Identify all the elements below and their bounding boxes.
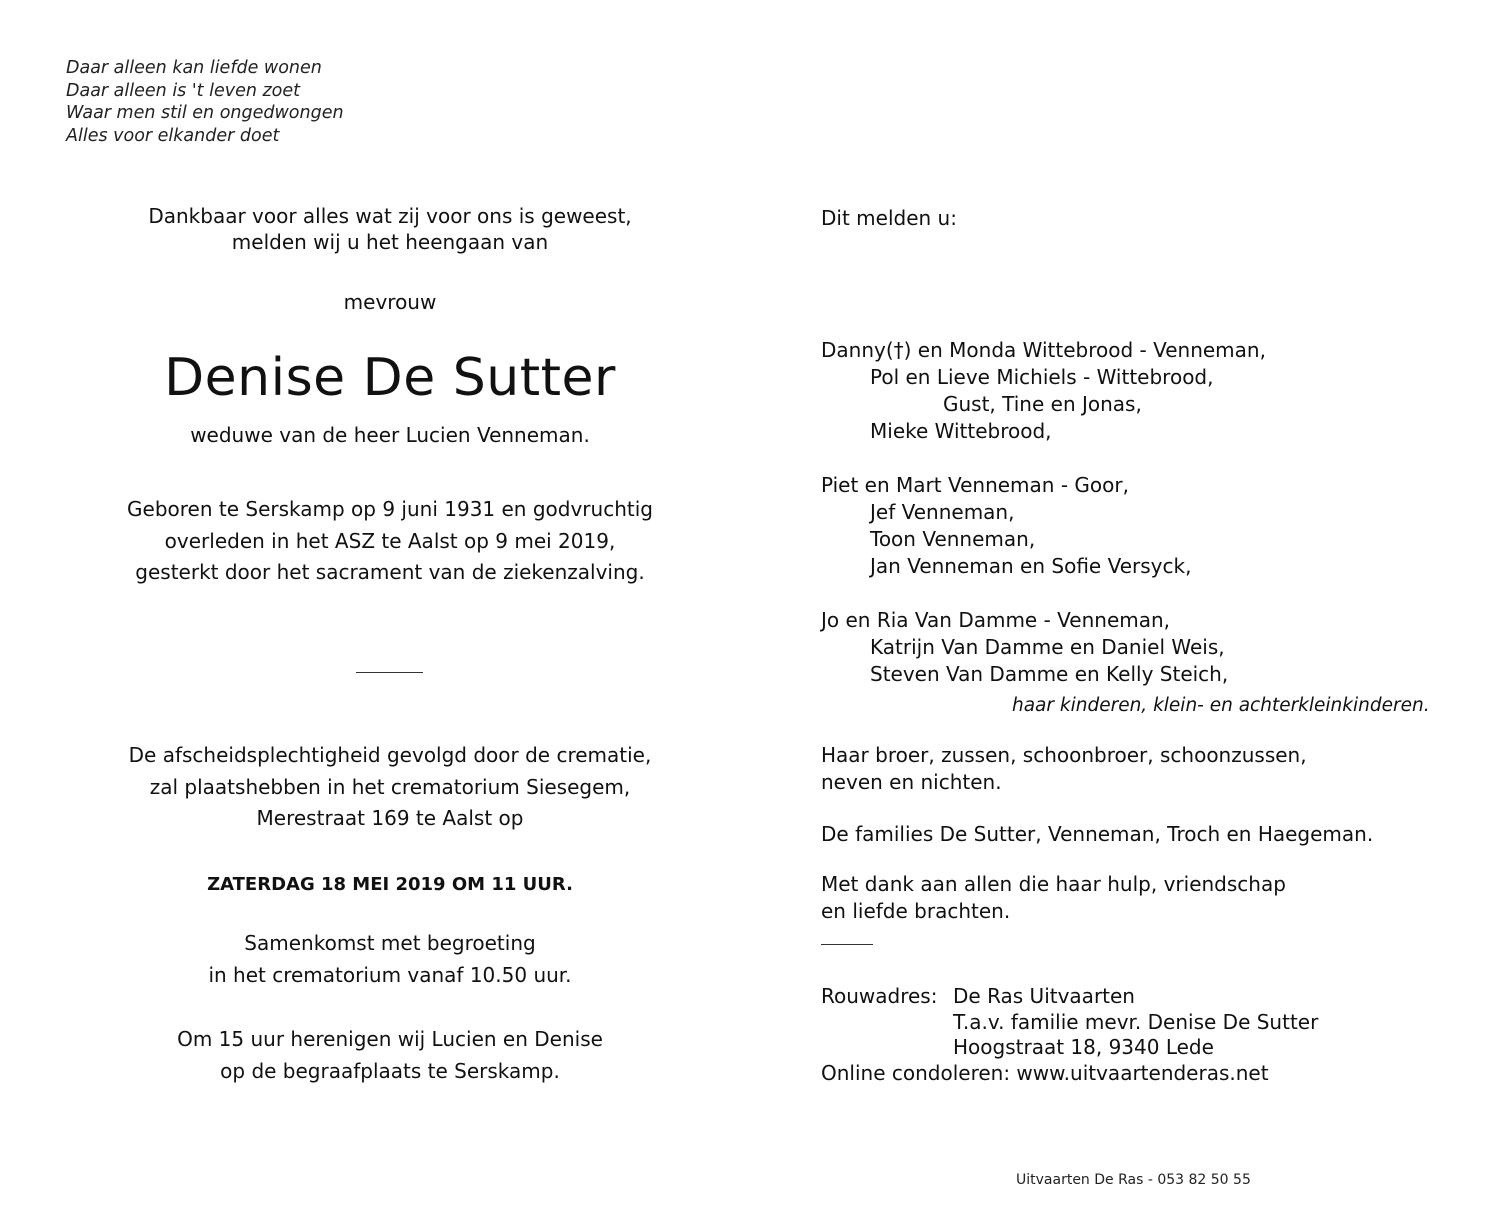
family-line: Toon Venneman, bbox=[870, 527, 1036, 551]
burial-text bbox=[40, 1024, 740, 1087]
birth-line: gesterkt door het sacrament van de ziekenzalving. bbox=[135, 560, 645, 584]
intro-line: Dankbaar voor alles wat zij voor ons is geweest, bbox=[148, 204, 632, 228]
gathering-text bbox=[40, 928, 740, 991]
intro-text bbox=[40, 203, 740, 255]
address-line: De Ras Uitvaarten bbox=[953, 984, 1135, 1008]
address-block bbox=[821, 984, 1318, 1086]
family-line: Jef Venneman, bbox=[870, 500, 1015, 524]
ceremony-line: Merestraat 169 te Aalst op bbox=[256, 806, 524, 830]
divider bbox=[821, 944, 873, 945]
divider bbox=[356, 672, 423, 673]
family-line: Gust, Tine en Jonas, bbox=[943, 392, 1142, 416]
relation-line: haar kinderen, klein- en achterkleinkinderen. bbox=[1012, 695, 1430, 716]
poem-line: Waar men stil en ongedwongen bbox=[66, 103, 344, 123]
siblings-line: neven en nichten. bbox=[821, 770, 1002, 794]
family-line: Danny(†) en Monda Wittebrood - Venneman, bbox=[821, 338, 1266, 362]
siblings-line: Haar broer, zussen, schoonbroer, schoonzussen, bbox=[821, 743, 1307, 767]
family-group-3 bbox=[821, 607, 1228, 688]
ceremony-date: ZATERDAG 18 MEI 2019 OM 11 UUR. bbox=[207, 874, 573, 895]
poem-line: Daar alleen kan liefde wonen bbox=[66, 58, 322, 78]
family-line: Steven Van Damme en Kelly Steich, bbox=[870, 662, 1229, 686]
family-group-1 bbox=[821, 337, 1266, 445]
poem-line: Daar alleen is 't leven zoet bbox=[66, 80, 301, 101]
poem-line: Alles voor elkander doet bbox=[66, 125, 280, 146]
gathering-line: in het crematorium vanaf 10.50 uur. bbox=[208, 962, 572, 987]
siblings-text bbox=[821, 742, 1307, 796]
announce-line: Dit melden u: bbox=[821, 206, 957, 230]
family-group-2 bbox=[821, 472, 1191, 580]
family-line: Piet en Mart Venneman - Goor, bbox=[821, 473, 1129, 497]
burial-line: Om 15 uur herenigen wij Lucien en Denise bbox=[177, 1027, 603, 1051]
deceased-name: Denise De Sutter bbox=[164, 348, 616, 408]
gathering-line: Samenkomst met begroeting bbox=[244, 931, 536, 955]
family-line: Mieke Wittebrood, bbox=[870, 419, 1052, 443]
families-line: De families De Sutter, Venneman, Troch en Haegeman. bbox=[821, 822, 1374, 846]
burial-line: op de begraafplaats te Serskamp. bbox=[220, 1058, 560, 1083]
thanks-line: Met dank aan allen die haar hulp, vriendschap bbox=[821, 872, 1286, 896]
widow-line: weduwe van de heer Lucien Venneman. bbox=[190, 423, 590, 447]
honorific: mevrouw bbox=[343, 290, 437, 314]
address-label: Rouwadres: bbox=[821, 984, 938, 1008]
family-line: Jan Venneman en Sofie Versyck, bbox=[870, 554, 1192, 578]
address-line: T.a.v. familie mevr. Denise De Sutter bbox=[953, 1009, 1319, 1034]
birth-death-text bbox=[40, 494, 740, 589]
footer-contact: Uitvaarten De Ras - 053 82 50 55 bbox=[1016, 1172, 1251, 1188]
ceremony-text bbox=[40, 740, 740, 835]
intro-line: melden wij u het heengaan van bbox=[231, 230, 549, 254]
family-line: Jo en Ria Van Damme - Venneman, bbox=[821, 608, 1171, 632]
thanks-line: en liefde brachten. bbox=[821, 899, 1011, 923]
ceremony-line: De afscheidsplechtigheid gevolgd door de crematie, bbox=[128, 743, 652, 767]
birth-line: Geboren te Serskamp op 9 juni 1931 en godvruchtig bbox=[127, 497, 653, 521]
family-line: Pol en Lieve Michiels - Wittebrood, bbox=[870, 365, 1214, 389]
online-condolence: Online condoleren: www.uitvaartenderas.net bbox=[821, 1060, 1269, 1085]
thanks-text bbox=[821, 871, 1286, 925]
ceremony-line: zal plaatshebben in het crematorium Siesegem, bbox=[149, 774, 631, 799]
poem bbox=[66, 57, 344, 147]
family-line: Katrijn Van Damme en Daniel Weis, bbox=[870, 635, 1225, 659]
birth-line: overleden in het ASZ te Aalst op 9 mei 2019, bbox=[164, 528, 616, 553]
address-line: Hoogstraat 18, 9340 Lede bbox=[953, 1035, 1214, 1059]
